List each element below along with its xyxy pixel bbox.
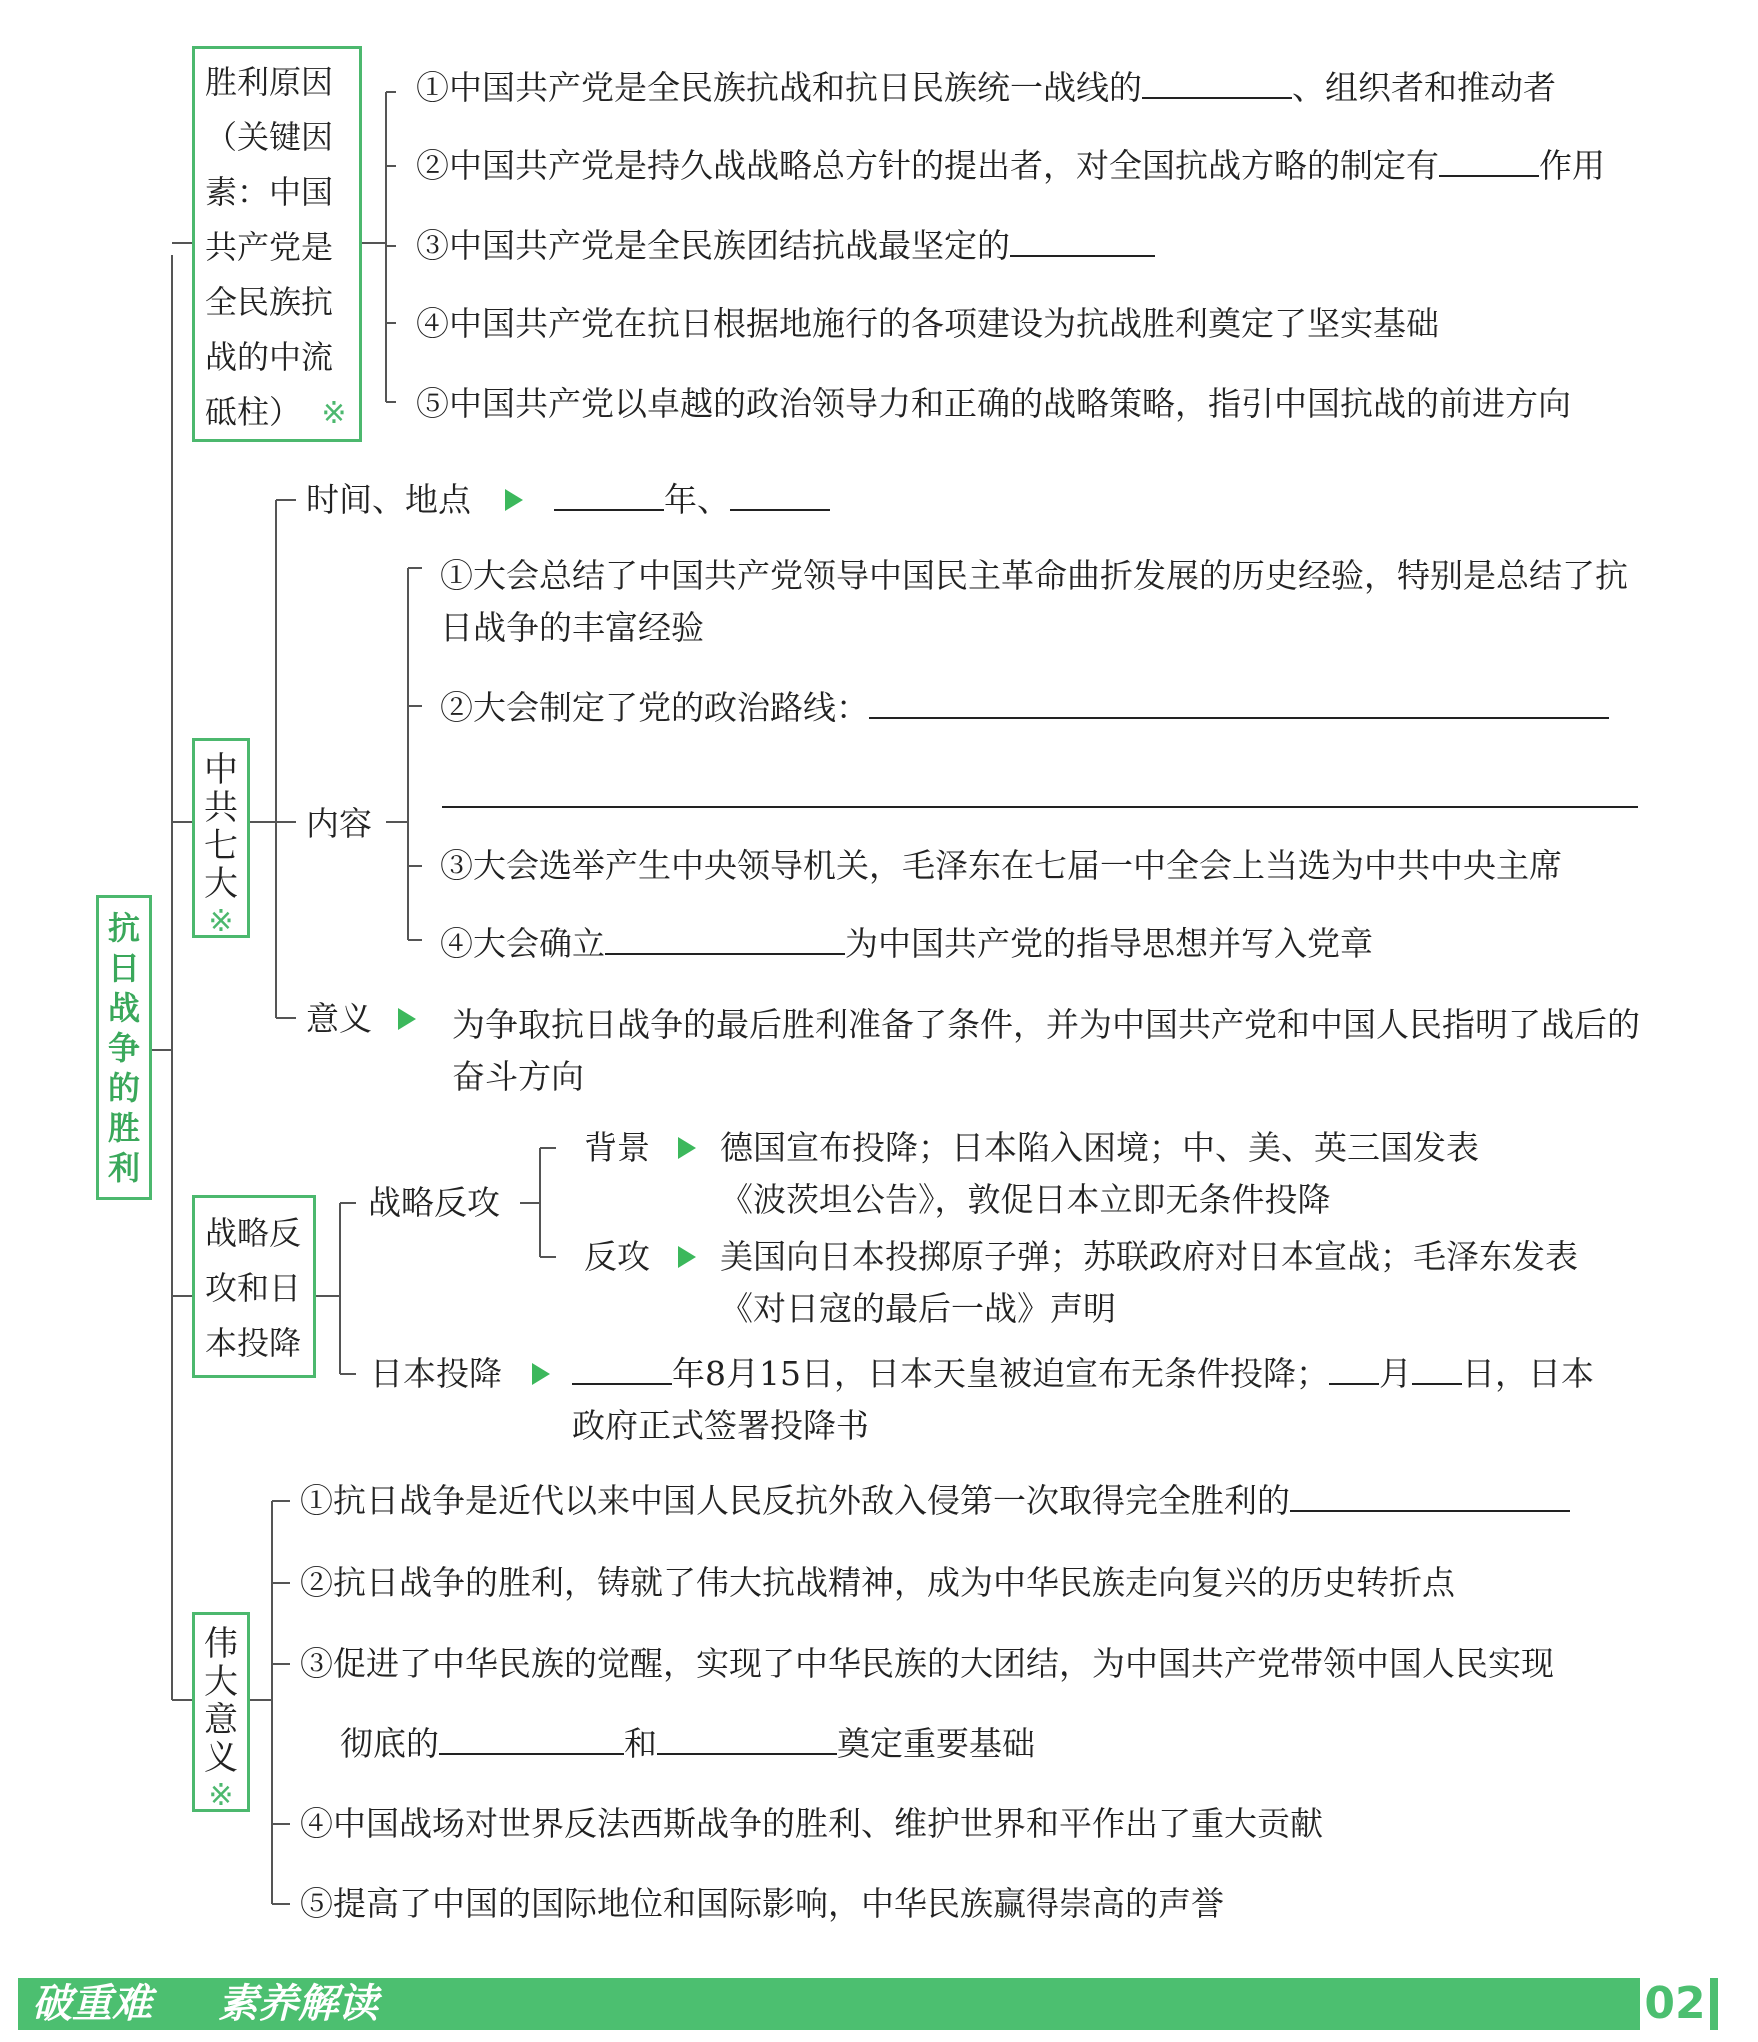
root-title-char: 抗 [107,909,140,947]
reason-item-1: ①中国共产党是全民族抗战和抗日民族统一战线的 、组织者和推动者 [416,68,1556,107]
background-text-line1: 德国宣布投降；日本陷入困境；中、美、英三国发表 [720,1128,1479,1167]
fill-blank[interactable] [1142,69,1292,99]
fill-blank[interactable] [657,1725,837,1755]
time-place-label: 时间、地点 [306,480,471,519]
box-line: 全民族抗 [205,283,334,321]
arrow-icon [505,489,523,511]
root-title-char: 战 [107,989,140,1027]
box-line: 素：中国 [205,173,334,211]
footer-label-2: 素养解读 [218,1981,378,2027]
time-place-answer: 年、 [554,480,830,520]
background-text-line2: 《波茨坦公告》，敦促日本立即无条件投降 [720,1180,1331,1219]
box-char: 七 [204,826,238,866]
fill-blank[interactable] [730,481,830,511]
fill-blank-line[interactable] [442,806,1638,808]
box-line: 战的中流 [205,338,334,376]
significance-item-4: ④中国战场对世界反法西斯战争的胜利、维护世界和平作出了重大贡献 [300,1804,1323,1843]
counteroffensive-box [192,1195,316,1378]
box-line: 砥柱） ※ [205,393,347,431]
congress-content-1: ①大会总结了中国共产党领导中国民主革命曲折发展的历史经验，特别是总结了抗日战争的丰富经验 [440,556,1628,647]
key-point-mark: ※ [208,904,234,939]
box-line: 共产党是 [205,228,334,266]
seventh-congress-box [192,738,250,938]
box-char: 大 [204,864,238,904]
counterattack-label: 反攻 [584,1237,650,1276]
root-title-char: 日 [107,949,140,987]
reason-item-4: ④中国共产党在抗日根据地施行的各项建设为抗战胜利奠定了坚实基础 [416,304,1439,343]
content-label: 内容 [306,804,372,843]
great-significance-box [192,1612,250,1812]
fill-blank[interactable] [1329,1355,1379,1385]
fill-blank[interactable] [572,1355,672,1385]
page-number: 02 [1640,1978,1710,2030]
box-char: 意 [204,1700,238,1740]
box-line: 胜利原因 [205,63,334,101]
significance-item-2: ②抗日战争的胜利，铸就了伟大抗战精神，成为中华民族走向复兴的历史转折点 [300,1563,1455,1602]
background-label: 背景 [584,1128,650,1167]
footer-label-1: 破重难 [32,1981,152,2027]
box-line: 战略反 [205,1214,302,1252]
fill-blank[interactable] [554,481,664,511]
root-title-char: 胜 [107,1109,140,1147]
box-char: 大 [204,1662,238,1702]
victory-reason-box [192,46,362,442]
fill-blank[interactable] [1412,1355,1462,1385]
meaning-label: 意义 [306,999,372,1038]
congress-content-2: ②大会制定了党的政治路线： [440,688,1609,728]
key-point-mark: ※ [208,1778,234,1813]
key-point-mark: ※ [321,396,347,431]
significance-item-1: ①抗日战争是近代以来中国人民反抗外敌入侵第一次取得完全胜利的 [300,1481,1570,1521]
arrow-icon [678,1246,696,1268]
box-char: 义 [204,1738,238,1778]
arrow-icon [678,1137,696,1159]
footer-bar [18,1978,1718,2030]
fill-blank[interactable] [605,925,845,955]
root-title-char: 的 [107,1069,140,1107]
congress-content-4: ④大会确立 为中国共产党的指导思想并写入党章 [440,924,1373,963]
congress-content-3: ③大会选举产生中央领导机关，毛泽东在七届一中全会上当选为中共中央主席 [440,846,1562,885]
surrender-text-line2: 政府正式签署投降书 [572,1406,869,1445]
root-title-char: 争 [107,1029,140,1067]
surrender-label: 日本投降 [370,1354,502,1393]
reason-item-2: ②中国共产党是持久战战略总方针的提出者，对全国抗战方略的制定有 作用 [416,146,1605,185]
box-char: 伟 [204,1624,238,1664]
root-title-box [96,895,152,1200]
fill-blank[interactable] [1290,1482,1570,1512]
counterattack-text-line1: 美国向日本投掷原子弹；苏联政府对日本宣战；毛泽东发表 [720,1237,1578,1276]
box-line: 攻和日 [205,1269,302,1307]
fill-blank[interactable] [439,1725,624,1755]
significance-item-3: ③促进了中华民族的觉醒，实现了中华民族的大团结，为中国共产党带领中国人民实现 [300,1644,1554,1683]
box-char: 共 [204,788,238,828]
box-line: 本投降 [205,1324,302,1362]
congress-meaning: 为争取抗日战争的最后胜利准备了条件，并为中国共产党和中国人民指明了战后的奋斗方向 [452,1005,1640,1096]
fill-blank[interactable] [1010,227,1155,257]
significance-item-5: ⑤提高了中国的国际地位和国际影响，中华民族赢得崇高的声誉 [300,1884,1224,1923]
reason-item-3: ③中国共产党是全民族团结抗战最坚定的 [416,226,1155,266]
counteroffensive-label: 战略反攻 [368,1183,500,1222]
arrow-icon [532,1363,550,1385]
root-title-char: 利 [107,1149,140,1187]
reason-item-5: ⑤中国共产党以卓越的政治领导力和正确的战略策略，指引中国抗战的前进方向 [416,384,1571,423]
fill-blank[interactable] [1439,147,1539,177]
fill-blank[interactable] [869,689,1609,719]
box-line: （关键因 [205,118,334,156]
counterattack-text-line2: 《对日寇的最后一战》声明 [720,1289,1116,1328]
surrender-text-line1: 年8月15日，日本天皇被迫宣布无条件投降； 月 日，日本 [572,1354,1594,1394]
box-char: 中 [204,750,238,790]
significance-item-3-cont: 彻底的 和 奠定重要基础 [340,1724,1035,1763]
arrow-icon [398,1008,416,1030]
